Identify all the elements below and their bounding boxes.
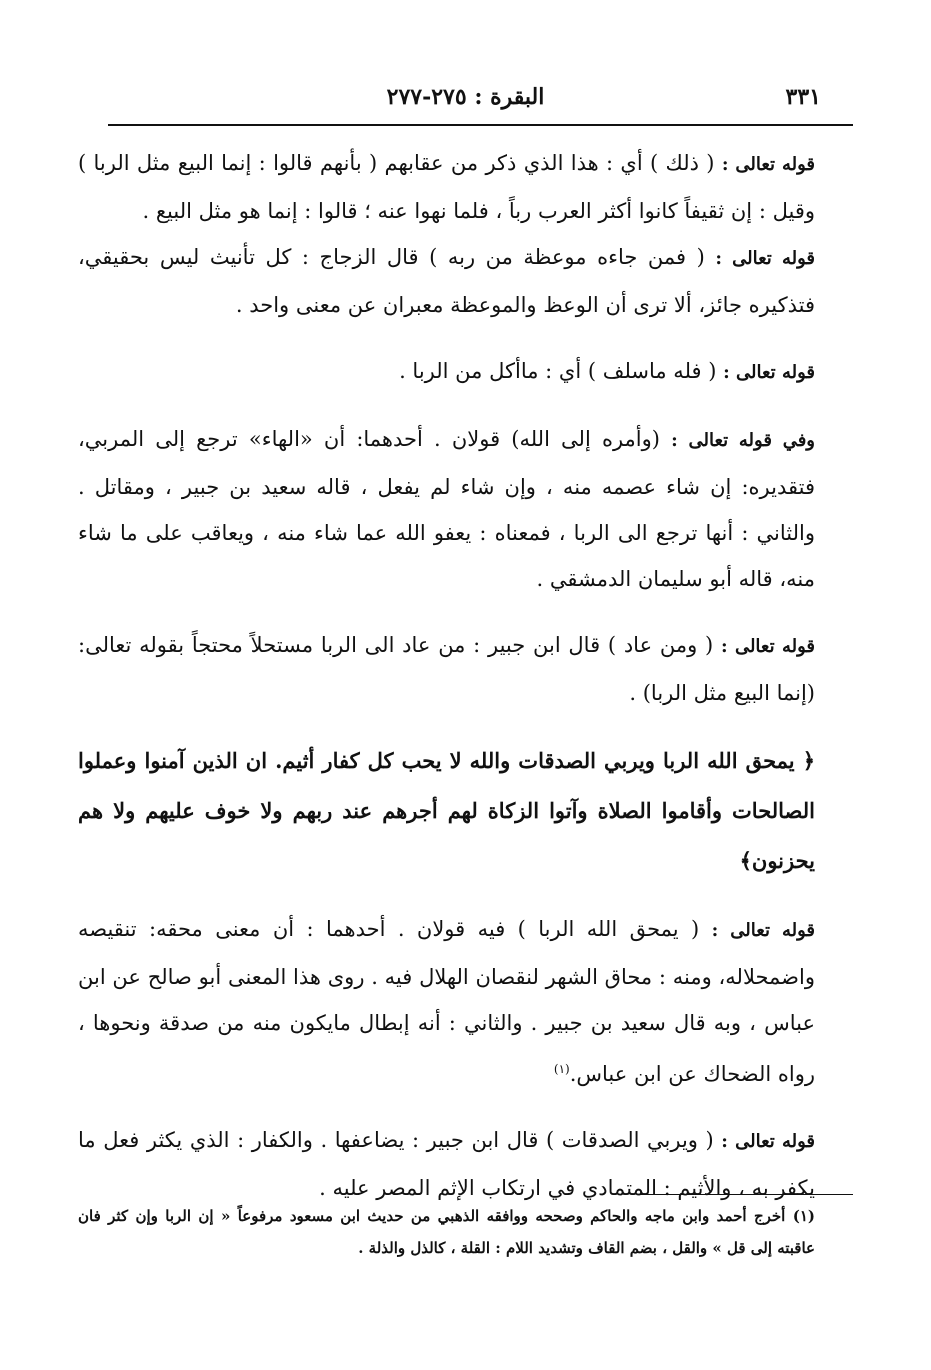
main-text bbox=[78, 140, 815, 1211]
paragraph-lead: قوله تعالى : bbox=[715, 248, 815, 269]
paragraph-7 bbox=[78, 1117, 815, 1211]
paragraph-4 bbox=[78, 416, 815, 602]
paragraph-text: (وأمره إلى الله) قولان . أحدهما: أن «الهاء» ترجع إلى المربي، فتقديره: إن شاء عصمه منه ، وإن شاء لم يفعل ، قاله سعيد بن جبير ، ومقاتل . والثاني : أنها ترجع الى الربا ، فمعناه : يعفو الله عما شاء منه ، ويعاقب على ما شاء منه، قاله أبو سليمان الدمشقي . bbox=[78, 427, 815, 591]
paragraph-text: ( فله ماسلف ) أي : ماأكل من الربا . bbox=[399, 359, 724, 383]
paragraph-lead: قوله تعالى : bbox=[723, 362, 815, 383]
paragraph-text: ( ومن عاد ) قال ابن جبير : من عاد الى الربا مستحلاً محتجاً بقوله تعالى: (إنما البيع مثل الربا) . bbox=[78, 633, 815, 705]
footnote-reference: (١) bbox=[553, 1062, 570, 1076]
paragraph-text: ( فمن جاءه موعظة من ربه ) قال الزجاج : كل تأنيث ليس بحقيقي، فتذكيره جائز، ألا ترى أن الوعظ والموعظة معبران عن معنى واحد . bbox=[78, 245, 815, 317]
paragraph-3 bbox=[78, 348, 815, 396]
paragraph-2 bbox=[78, 234, 815, 328]
verse-text: يمحق الله الربا ويربي الصدقات والله لا يحب كل كفار أثيم. ان الذين آمنوا وعملوا الصالحات وأقاموا الصلاة وآتوا الزكاة لهم أجرهم عند ربهم ولا خوف عليهم ولا هم يحزنون bbox=[78, 748, 815, 873]
footnote: (١) أخرج أحمد وابن ماجه والحاكم وصححه ووافقه الذهبي من حديث ابن مسعود مرفوعاً « إن الربا وإن كثر فان عاقبته إلى قل » والقل ، بضم القاف وتشديد اللام : القلة ، كالذل والذلة . bbox=[78, 1207, 815, 1257]
paragraph-text: ( ويربي الصدقات ) قال ابن جبير : يضاعفها . والكفار : الذي يكثر فعل ما يكفر به ، والأثيم : المتمادي في ارتكاب الإثم المصر عليه . bbox=[78, 1128, 815, 1200]
paragraph-1 bbox=[78, 140, 815, 234]
paragraph-lead: وفي قوله تعالى : bbox=[671, 430, 815, 451]
paragraph-text: ( ذلك ) أي : هذا الذي ذكر من عقابهم ( بأنهم قالوا : إنما البيع مثل الربا ) وقيل : إن ثقيفاً كانوا أكثر العرب رباً ، فلما نهوا عنه ؛ قالوا : إنما هو مثل البيع . bbox=[78, 151, 815, 223]
footnote-rule bbox=[640, 1194, 853, 1195]
page-header bbox=[110, 84, 821, 114]
page-number: ٣٣١ bbox=[785, 84, 821, 110]
verse-close-bracket: ﴾ bbox=[739, 848, 752, 873]
paragraph-lead: قوله تعالى : bbox=[711, 920, 815, 941]
paragraph-lead: قوله تعالى : bbox=[721, 1131, 815, 1152]
paragraph-5 bbox=[78, 622, 815, 716]
paragraph-lead: قوله تعالى : bbox=[720, 636, 815, 657]
header-rule bbox=[108, 124, 853, 126]
paragraph-lead: قوله تعالى : bbox=[721, 154, 815, 175]
paragraph-text: ( يمحق الله الربا ) فيه قولان . أحدهما : أن معنى محقه: تنقيصه واضمحلاله، ومنه : محاق الشهر لنقصان الهلال فيه . روى هذا المعنى أبو صالح عن ابن عباس ، وبه قال سعيد بن جبير . والثاني : أنه إبطال مايكون منه من صدقة ونحوها ، رواه الضحاك عن ابن عباس. bbox=[78, 917, 815, 1086]
running-title: البقرة : ٢٧٥-٢٧٧ bbox=[386, 84, 545, 110]
quran-verse bbox=[78, 736, 815, 886]
paragraph-6 bbox=[78, 906, 815, 1097]
verse-open-bracket: ﴿ bbox=[802, 748, 815, 773]
